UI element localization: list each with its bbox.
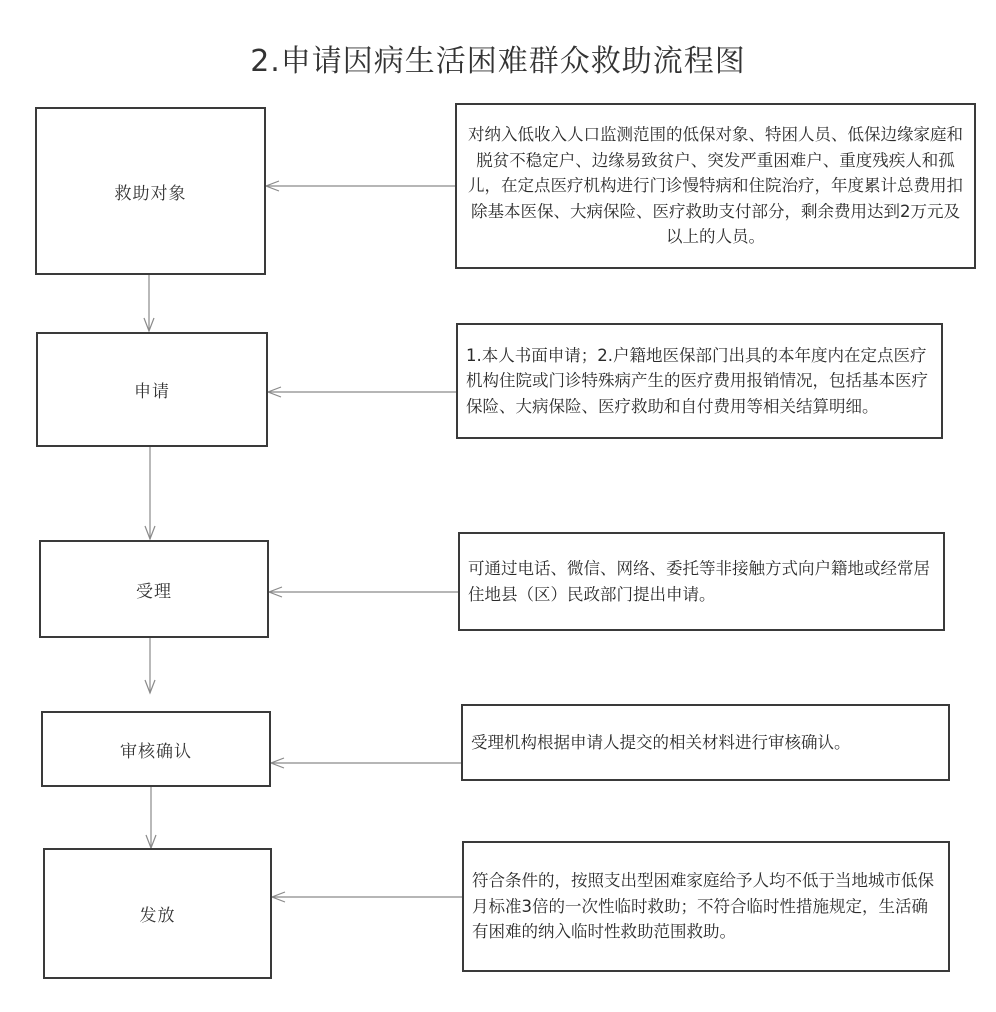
- step-description-text: 对纳入低收入人口监测范围的低保对象、特困人员、低保边缘家庭和脱贫不稳定户、边缘易致贫户、突发严重困难户、重度残疾人和孤儿，在定点医疗机构进行门诊慢特病和住院治疗，年度累计总费用扣除基本医保、大病保险、医疗救助支付部分，剩余费用达到2万元及以上的人员。: [468, 125, 963, 247]
- step-description-rescue-target: [455, 103, 976, 269]
- step-box-apply: [36, 332, 268, 447]
- page-title: 2.申请因病生活困难群众救助流程图: [250, 44, 746, 79]
- arrow-left-icon: [271, 758, 461, 768]
- step-label: 申请: [134, 382, 170, 402]
- arrow-down-icon: [145, 637, 155, 693]
- arrow-down-icon: [145, 446, 155, 539]
- step-label: 受理: [136, 581, 172, 602]
- arrow-left-icon: [268, 387, 456, 397]
- step-label: 救助对象: [114, 183, 187, 204]
- step-description-text: 1.本人书面申请；2.户籍地医保部门出具的本年度内在定点医疗机构住院或门诊特殊病产生的医疗费用报销情况，包括基本医疗保险、大病保险、医疗救助和自付费用等相关结算明细。: [466, 345, 928, 416]
- step-description-disburse: [462, 841, 950, 972]
- step-description-review: [461, 704, 950, 781]
- step-description-accept: [458, 532, 945, 631]
- step-description-text: 可通过电话、微信、网络、委托等非接触方式向户籍地或经常居住地县（区）民政部门提出申请。: [468, 559, 930, 604]
- step-box-disburse: [43, 848, 272, 979]
- step-box-rescue-target: [35, 107, 266, 275]
- arrow-down-icon: [146, 786, 156, 848]
- step-box-accept: [39, 540, 269, 638]
- step-label: 发放: [139, 906, 176, 926]
- step-box-review: [41, 711, 271, 787]
- step-description-apply: [456, 323, 943, 439]
- arrow-down-icon: [144, 274, 154, 331]
- arrow-left-icon: [269, 587, 458, 597]
- step-description-text: 符合条件的，按照支出型困难家庭给予人均不低于当地城市低保月标准3倍的一次性临时救助；不符合临时性措施规定，生活确有困难的纳入临时性救助范围救助。: [472, 871, 934, 942]
- arrow-left-icon: [272, 892, 462, 902]
- step-label: 审核确认: [120, 741, 192, 762]
- step-description-text: 受理机构根据申请人提交的相关材料进行审核确认。: [471, 732, 851, 752]
- arrow-left-icon: [266, 181, 455, 191]
